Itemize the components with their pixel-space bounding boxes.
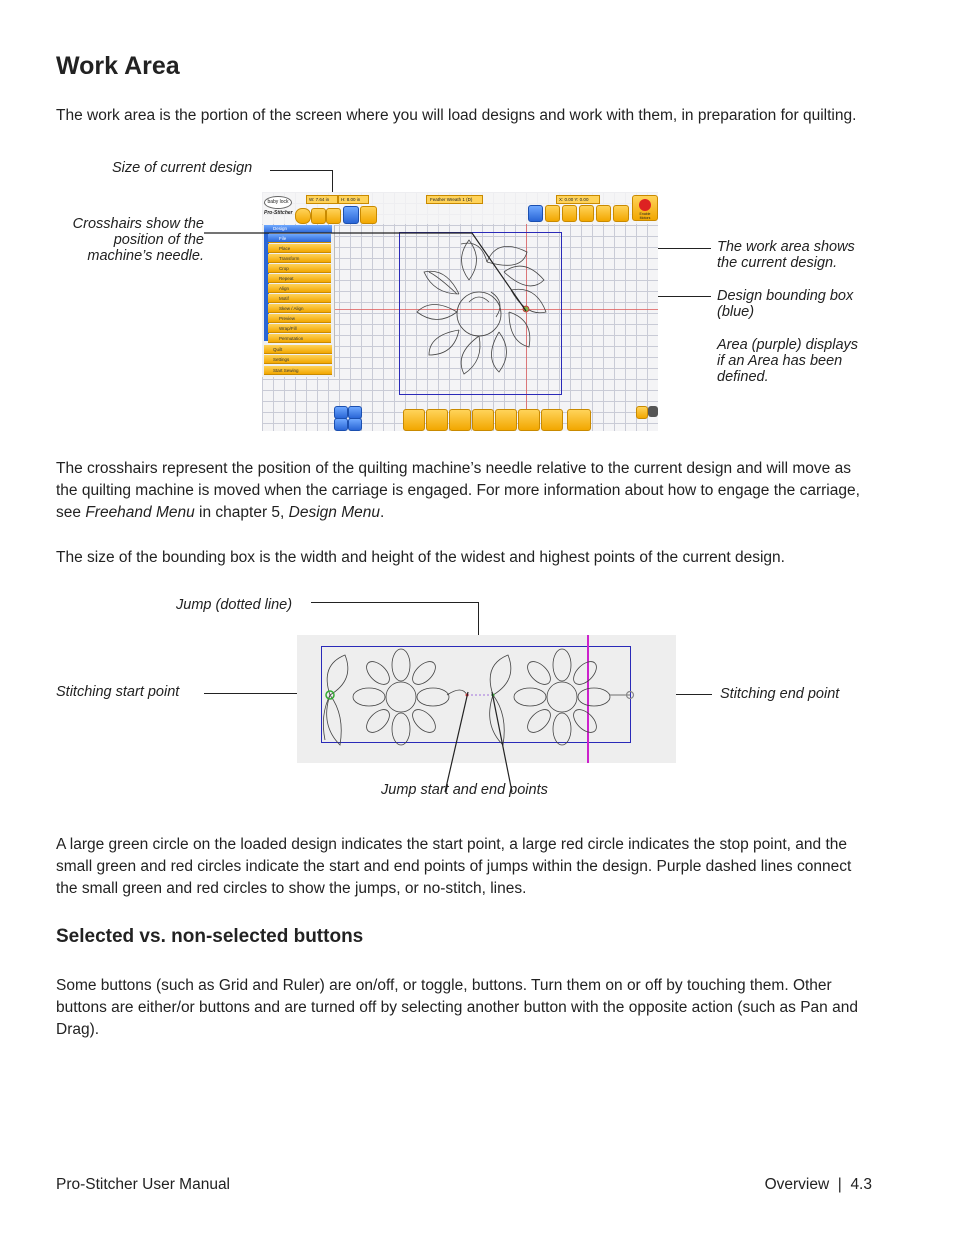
menu-item-preview[interactable]: Preview xyxy=(268,314,331,323)
ruler-button[interactable] xyxy=(360,206,377,224)
design-menu-ref: Design Menu xyxy=(288,504,380,521)
callout-size: Size of current design xyxy=(112,160,253,176)
footer-right: Overview | 4.3 xyxy=(764,1176,872,1193)
nav-arrow-button[interactable] xyxy=(648,406,658,417)
brand-text: Pro-Stitcher xyxy=(264,210,293,216)
buttons-paragraph: Some buttons (such as Grid and Ruler) are on/off, or toggle, buttons. Turn them on or off by touching them. Other buttons are either/or buttons and are turned off by selecting another button with the opposite action (such as Pan and Drag). xyxy=(56,977,858,1038)
callout-end-point: Stitching end point xyxy=(720,686,840,702)
pan-button[interactable] xyxy=(528,205,543,222)
page-title: Work Area xyxy=(56,52,180,80)
menu-item-skew[interactable]: Skew / Align xyxy=(268,304,331,313)
crosshairs-paragraph xyxy=(56,458,876,524)
footer-left: Pro-Stitcher User Manual xyxy=(56,1176,231,1193)
grid-button[interactable] xyxy=(343,206,359,224)
menu-item-align[interactable]: Align xyxy=(268,284,331,293)
coord-readout: X: 0.00 Y: 0.00 xyxy=(556,195,600,204)
zoom-button[interactable] xyxy=(545,205,560,222)
crosshairs-end: . xyxy=(380,504,385,521)
freehand-menu-ref: Freehand Menu xyxy=(85,504,195,521)
menu-item-settings[interactable]: Settings xyxy=(264,355,332,364)
toggle-button[interactable] xyxy=(326,208,341,224)
drag-button[interactable] xyxy=(562,205,577,222)
logo: baby lock xyxy=(264,196,292,209)
crosshair-leader xyxy=(200,228,540,318)
bottom-zoom-button[interactable] xyxy=(348,418,362,431)
callout-jump-points: Jump start and end points xyxy=(381,782,548,798)
menu-item-wrapfill[interactable]: Wrap/Fill xyxy=(268,324,331,333)
enable-motors-label: Enable Motors xyxy=(639,212,651,220)
crosshairs-mid: in chapter 5, xyxy=(194,504,289,521)
callout-work-area: The work area shows the current design. xyxy=(717,239,855,271)
bounding-paragraph: The size of the bounding box is the width and height of the widest and highest points of the current design. xyxy=(56,549,785,566)
zoom-tool-button[interactable] xyxy=(495,409,517,431)
circles-paragraph: A large green circle on the loaded design indicates the start point, a large red circle indicates the stop point, and the small green and red circles indicate the start and end points of jumps within the design. Purple dashed lines connect the small green and red circles to show the jumps, or no-stitch, lines. xyxy=(56,836,852,897)
callout-jump-leader xyxy=(311,602,479,603)
menu-item-permutation[interactable]: Permutation xyxy=(268,334,331,343)
menu-item-motif[interactable]: Motif xyxy=(268,294,331,303)
crop-tool-button[interactable] xyxy=(518,409,540,431)
menu-item-transform[interactable]: Transform xyxy=(268,254,331,263)
redo-button[interactable] xyxy=(472,409,494,431)
nav-button[interactable] xyxy=(636,406,648,419)
delete-button[interactable] xyxy=(541,409,563,431)
reset-all-button[interactable] xyxy=(567,409,591,431)
bottom-fit-button[interactable] xyxy=(334,418,348,431)
height-readout: H: 8.00 in xyxy=(338,195,369,204)
menu-item-place[interactable]: Place xyxy=(268,244,331,253)
intro-paragraph: The work area is the portion of the screen where you will load designs and work with them, in preparation for quilting. xyxy=(56,107,857,124)
callout-size-leader xyxy=(270,170,333,171)
menu-item-crop[interactable]: Crop xyxy=(268,264,331,273)
fit-button[interactable] xyxy=(596,205,611,222)
menu-item-design[interactable]: Design xyxy=(264,225,332,233)
nudge-button[interactable] xyxy=(613,205,629,222)
callout-bounding-box: Design bounding box (blue) xyxy=(717,288,854,320)
undo-button[interactable] xyxy=(449,409,471,431)
design-name: Feather Wreath 1 (D) xyxy=(426,195,483,204)
section-title: Selected vs. non-selected buttons xyxy=(56,926,364,947)
callout-start-point: Stitching start point xyxy=(56,684,180,700)
callout-jump: Jump (dotted line) xyxy=(176,597,293,613)
jump-points-leaders xyxy=(430,680,530,795)
callout-area: Area (purple) displays if an Area has been defined. xyxy=(717,337,859,385)
stop-button[interactable] xyxy=(311,208,326,224)
save-button[interactable] xyxy=(426,409,448,431)
menu-item-file[interactable]: File xyxy=(268,234,331,243)
enable-motors-button[interactable] xyxy=(632,195,658,221)
start-button[interactable] xyxy=(295,208,311,224)
record-button[interactable] xyxy=(403,409,425,431)
motor-icon xyxy=(639,199,651,211)
crosshairs-text: The crosshairs represent the position of the quilting machine’s needle relative to the current design and will move as the quilting machine is moved when the carriage is engaged. For more information about how to engage the carriage, see xyxy=(56,460,860,521)
width-readout: W: 7.64 in xyxy=(306,195,338,204)
menu-item-repeat[interactable]: Repeat xyxy=(268,274,331,283)
menu-item-quilt[interactable]: Quilt xyxy=(264,345,332,354)
menu-item-start-sewing[interactable]: Start Sewing xyxy=(264,366,332,375)
refresh-button[interactable] xyxy=(579,205,594,222)
callout-crosshairs: Crosshairs show the position of the machine’s needle. xyxy=(72,216,204,264)
